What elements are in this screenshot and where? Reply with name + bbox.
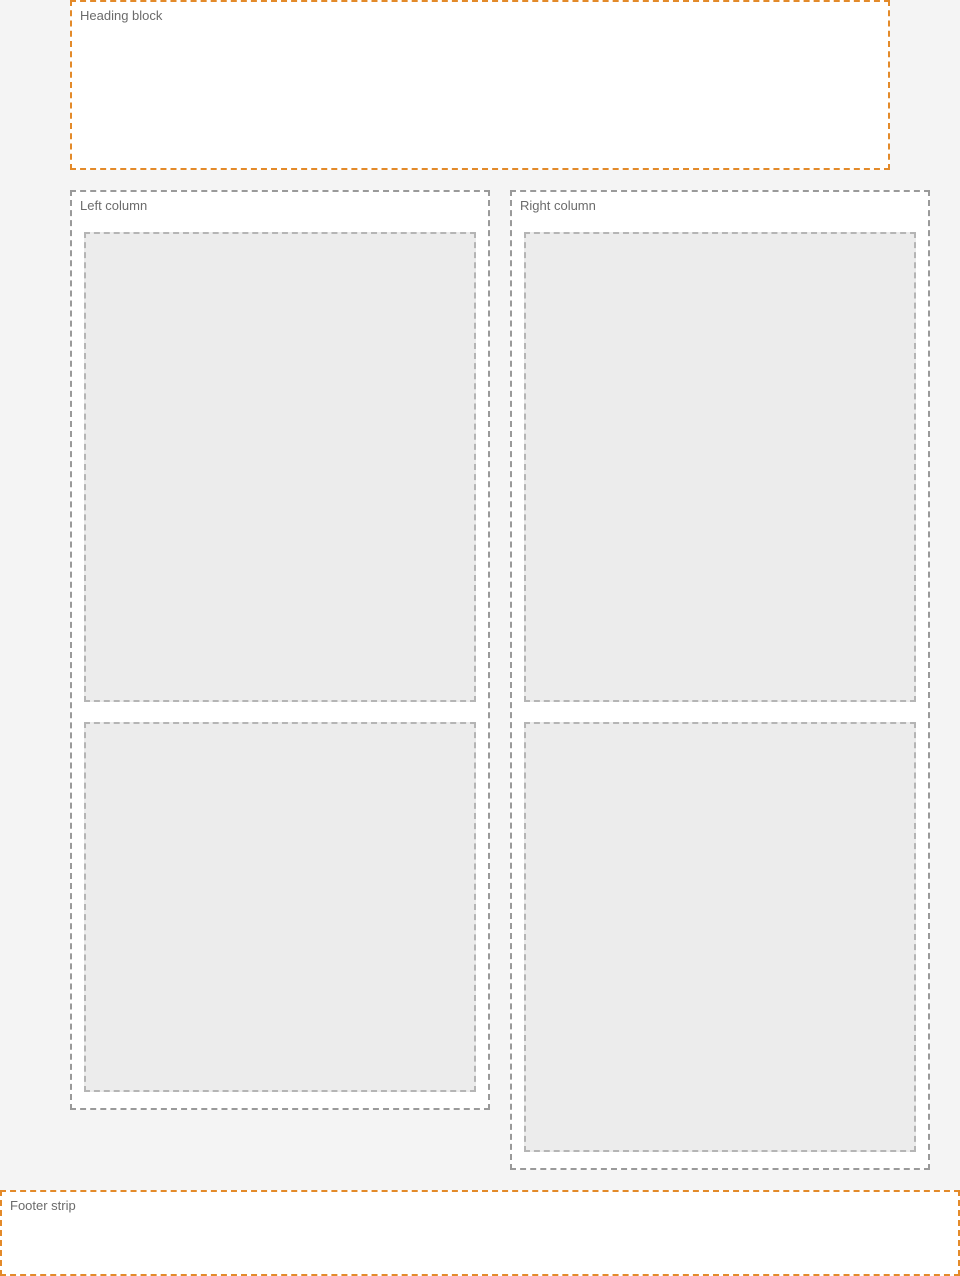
right-column-region (510, 190, 930, 1170)
heading-region (70, 0, 890, 170)
left-column-region (70, 190, 490, 1110)
right-subregion-top (524, 232, 916, 702)
heading-region-label: Heading block (80, 8, 163, 23)
left-subregion-top (84, 232, 476, 702)
left-column-label: Left column (80, 198, 148, 213)
footer-region-label: Footer strip (10, 1198, 76, 1213)
right-subregion-bottom (524, 722, 916, 1152)
left-subregion-bottom (84, 722, 476, 1092)
right-column-label: Right column (520, 198, 596, 213)
footer-region (0, 1190, 960, 1276)
